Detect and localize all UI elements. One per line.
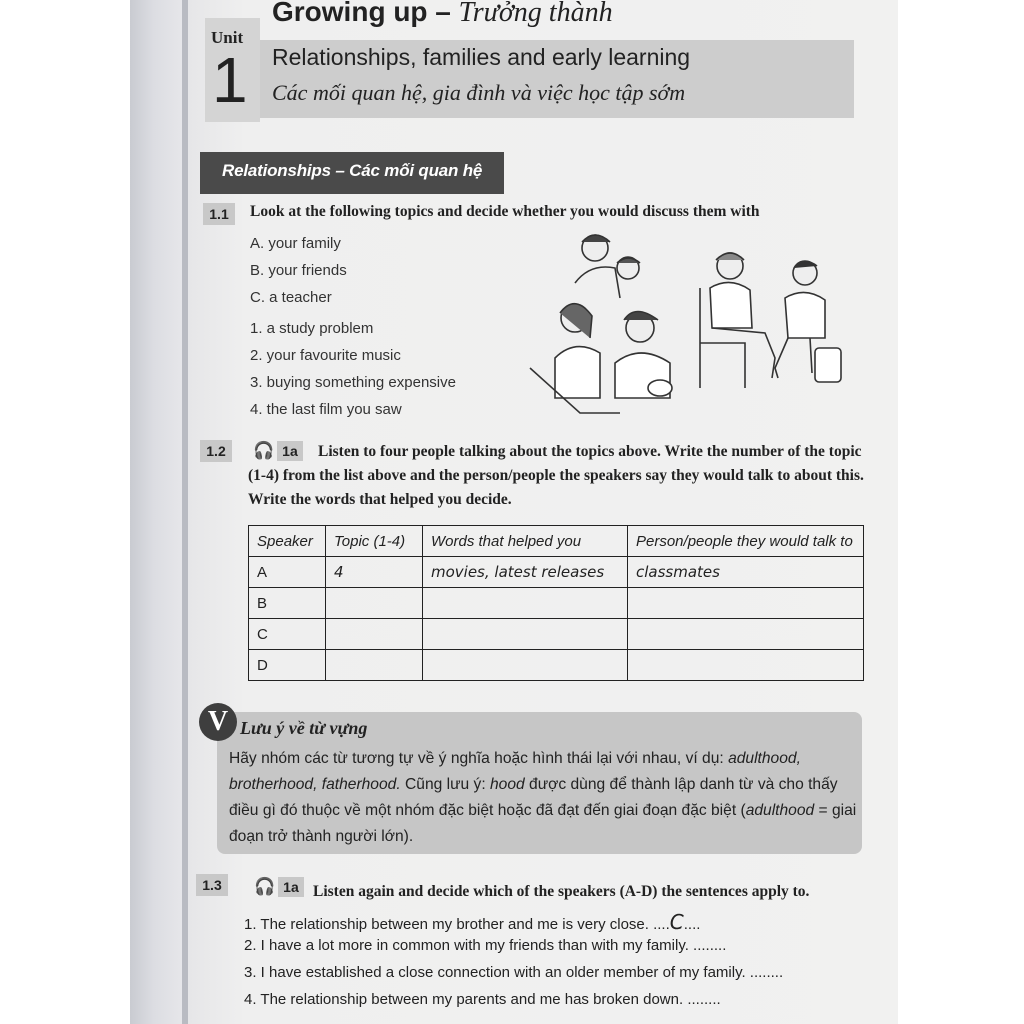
speaker-cell: C <box>249 619 326 650</box>
table-header: Words that helped you <box>423 526 628 557</box>
table-row <box>249 588 864 619</box>
words-cell[interactable]: movies, latest releases <box>423 557 628 588</box>
sentence-1 <box>244 910 700 934</box>
person-cell[interactable]: classmates <box>628 557 864 588</box>
note-text: Cũng lưu ý: <box>400 776 490 793</box>
background-left <box>0 0 130 1024</box>
subtitle-vi: Các mối quan hệ, gia đình và việc học tập sớm <box>272 80 686 105</box>
track-label: 1a <box>278 877 304 897</box>
sentence-answer[interactable]: C <box>669 910 684 934</box>
speaker-cell: B <box>249 588 326 619</box>
unit-title-en: Growing up <box>272 0 428 27</box>
words-cell[interactable] <box>423 650 628 681</box>
option-b: B. your friends <box>250 262 347 279</box>
words-cell[interactable] <box>423 588 628 619</box>
topic-cell[interactable] <box>326 650 423 681</box>
topic-1: 1. a study problem <box>250 320 374 337</box>
note-examples: adulthood, brotherhood, fatherhood. <box>229 750 801 793</box>
headphones-icon: 🎧 <box>253 441 275 460</box>
unit-title-vi: Trưởng thành <box>458 0 613 28</box>
vocabulary-note-icon: V <box>199 703 237 741</box>
speaker-table <box>248 525 864 681</box>
words-cell[interactable] <box>423 619 628 650</box>
option-a: A. your family <box>250 235 341 252</box>
note-text: = giai đoạn trở thành người lớn). <box>229 802 857 845</box>
unit-number: 1 <box>212 44 248 116</box>
person-cell[interactable] <box>628 588 864 619</box>
topic-3: 3. buying something expensive <box>250 374 456 391</box>
table-header: Person/people they would talk to <box>628 526 864 557</box>
topic-cell[interactable] <box>326 619 423 650</box>
exercise-1-1-instruction: Look at the following topics and decide whether you would discuss them with <box>250 203 760 220</box>
sentence-tail: .... <box>683 916 701 933</box>
unit-title <box>272 0 613 29</box>
section-heading: Relationships – Các mối quan hệ <box>222 161 483 180</box>
sentence-text: 3. I have established a close connection with an older member of my family. ........ <box>244 964 784 981</box>
track-label: 1a <box>277 441 303 461</box>
sentence-text: 2. I have a lot more in common with my friends than with my family. ........ <box>244 937 727 954</box>
background-right <box>898 0 1024 1024</box>
exercise-1-2-instruction: Listen to four people talking about the topics above. Write the number of the topic (1-4) from the list above and the person/people the speakers say they would talk to about this. Write the words that helped you decide. <box>248 443 864 508</box>
table-header: Topic (1-4) <box>326 526 423 557</box>
exercise-number-1-1: 1.1 <box>203 203 235 225</box>
sentence-text: 1. The relationship between my brother and me is very close. .... <box>244 916 670 933</box>
person-cell[interactable] <box>628 619 864 650</box>
note-text: Hãy nhóm các từ tương tự về ý nghĩa hoặc hình thái lại với nhau, ví dụ: <box>229 750 729 767</box>
exercise-number-1-3: 1.3 <box>196 874 228 896</box>
subtitle-en: Relationships, families and early learning <box>272 44 691 70</box>
sentence-4 <box>244 991 721 1008</box>
unit-title-separator: – <box>427 0 459 27</box>
speaker-cell: D <box>249 650 326 681</box>
audio-track-1-3[interactable] <box>254 877 304 897</box>
exercise-number-1-2: 1.2 <box>200 440 232 462</box>
people-illustration <box>520 228 860 423</box>
topic-4: 4. the last film you saw <box>250 401 402 418</box>
sentence-text: 4. The relationship between my parents and me has broken down. ........ <box>244 991 721 1008</box>
vocabulary-note-title: Lưu ý về từ vựng <box>240 718 368 738</box>
topic-cell[interactable] <box>326 588 423 619</box>
note-text: được dùng để thành lập danh từ và cho thấy điều gì đó thuộc về một nhóm đặc biệt hoặc đã đạt đến giai đoạn đặc biệt ( <box>229 776 838 819</box>
table-row <box>249 650 864 681</box>
sentence-3 <box>244 964 783 981</box>
sentence-2 <box>244 937 726 954</box>
book-spine <box>130 0 190 1024</box>
headphones-icon: 🎧 <box>254 877 276 896</box>
topic-2: 2. your favourite music <box>250 347 401 364</box>
exercise-1-3-instruction: Listen again and decide which of the speakers (A-D) the sentences apply to. <box>313 883 810 900</box>
table-row <box>249 557 864 588</box>
table-row <box>249 619 864 650</box>
unit-label: Unit <box>211 28 244 47</box>
note-term: hood <box>490 776 525 793</box>
topic-cell[interactable]: 4 <box>326 557 423 588</box>
speaker-cell: A <box>249 557 326 588</box>
person-cell[interactable] <box>628 650 864 681</box>
option-c: C. a teacher <box>250 289 332 306</box>
table-header-row <box>249 526 864 557</box>
table-header: Speaker <box>249 526 326 557</box>
note-term: adulthood <box>745 802 815 819</box>
vocabulary-note-body <box>229 746 859 850</box>
